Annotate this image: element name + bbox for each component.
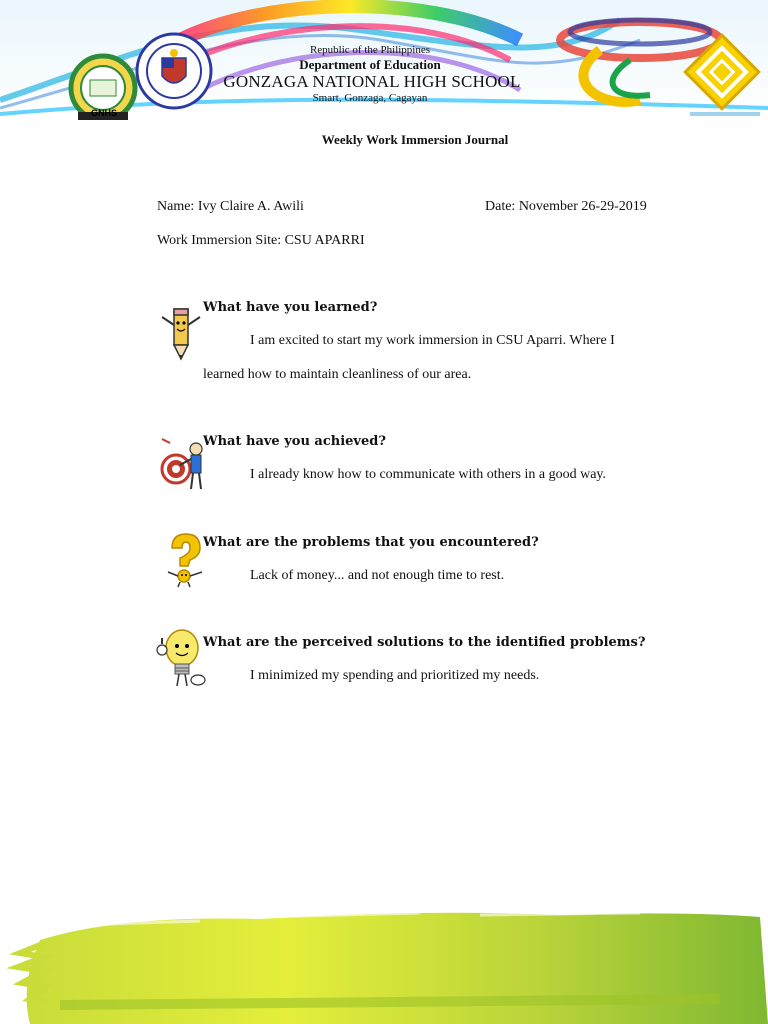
journal-date: Date: November 26-29-2019 xyxy=(485,199,647,214)
header-republic: Republic of the Philippines xyxy=(309,44,431,56)
student-name: Name: Ivy Claire A. Awili xyxy=(157,199,304,214)
question-problems: What are the problems that you encountered? xyxy=(203,535,539,550)
answer-learned-line1: I am excited to start my work immersion in CSU Aparri. Where I xyxy=(250,333,615,348)
header-school-name: GONZAGA NATIONAL HIGH SCHOOL xyxy=(223,72,521,91)
answer-achieved: I already know how to communicate with others in a good way. xyxy=(250,467,607,482)
immersion-site: Work Immersion Site: CSU APARRI xyxy=(157,233,365,248)
pencil-clipart-icon xyxy=(158,305,204,363)
light-bulb-clipart-icon xyxy=(154,626,208,690)
answer-problems: Lack of money... and not enough time to rest. xyxy=(250,568,505,583)
school-seal-text: GNHS xyxy=(90,108,117,118)
target-clipart-icon xyxy=(158,437,208,493)
question-achieved: What have you achieved? xyxy=(203,434,386,449)
journal-title: Weekly Work Immersion Journal xyxy=(321,132,509,147)
question-solutions: What are the perceived solutions to the identified problems? xyxy=(203,635,646,650)
answer-learned-line2: learned how to maintain cleanliness of our area. xyxy=(203,367,472,382)
header-department: Department of Education xyxy=(299,57,441,72)
footer-brush-graphic xyxy=(0,895,768,1024)
question-mark-clipart-icon xyxy=(162,530,208,588)
answer-solutions: I minimized my spending and prioritized my needs. xyxy=(250,668,540,683)
header-address: Smart, Gonzaga, Cagayan xyxy=(312,92,428,104)
question-learned: What have you learned? xyxy=(203,300,378,315)
